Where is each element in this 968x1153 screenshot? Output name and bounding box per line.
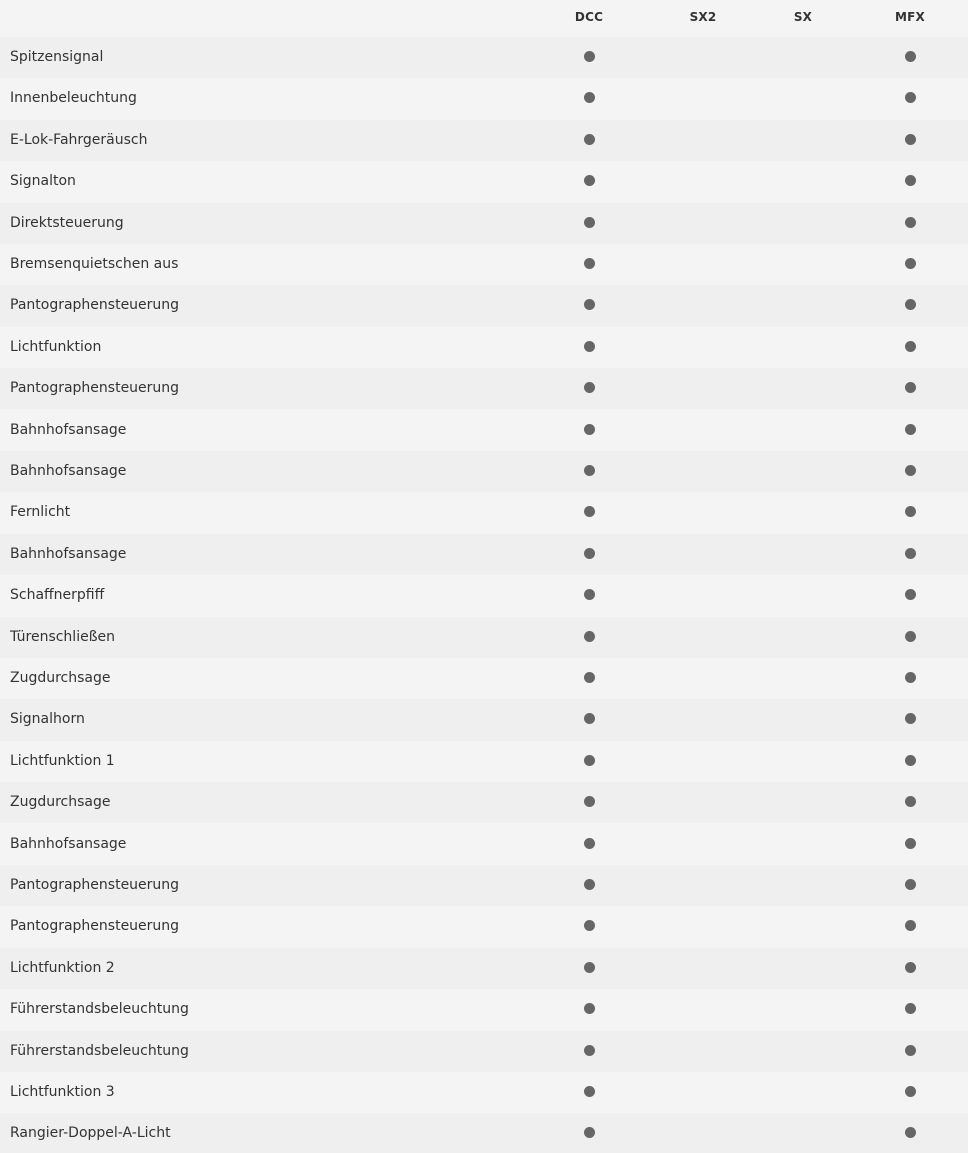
table-row — [0, 1113, 968, 1153]
supported-mfx-icon — [905, 796, 916, 807]
table-row — [0, 1072, 968, 1113]
table-row — [0, 824, 968, 865]
function-label: Türenschließen — [10, 628, 115, 645]
function-label: Bahnhofsansage — [10, 835, 127, 852]
supported-mfx-icon — [905, 879, 916, 890]
supported-mfx-icon — [905, 341, 916, 352]
function-label: E-Lok-Fahrgeräusch — [10, 131, 148, 148]
supported-mfx-icon — [905, 920, 916, 931]
supported-mfx-icon — [905, 962, 916, 973]
supported-dcc-icon — [584, 341, 595, 352]
supported-dcc-icon — [584, 589, 595, 600]
supported-dcc-icon — [584, 258, 595, 269]
column-header-sx: SX — [793, 10, 813, 24]
supported-mfx-icon — [905, 134, 916, 145]
function-label: Führerstandsbeleuchtung — [10, 1042, 189, 1059]
function-label: Direktsteuerung — [10, 214, 124, 231]
supported-mfx-icon — [905, 51, 916, 62]
table-row — [0, 782, 968, 823]
supported-mfx-icon — [905, 382, 916, 393]
function-label: Innenbeleuchtung — [10, 90, 137, 107]
table-header — [0, 0, 968, 37]
function-label: Zugdurchsage — [10, 670, 111, 686]
column-header-mfx: MFX — [895, 10, 925, 24]
table-row — [0, 534, 968, 575]
supported-mfx-icon — [905, 258, 916, 269]
table-row — [0, 989, 968, 1030]
supported-mfx-icon — [905, 1127, 916, 1138]
supported-dcc-icon — [584, 796, 595, 807]
supported-dcc-icon — [584, 506, 595, 517]
function-label: Zugdurchsage — [10, 794, 111, 811]
supported-mfx-icon — [905, 506, 916, 517]
table-row — [0, 120, 968, 161]
table-row — [0, 368, 968, 409]
supported-mfx-icon — [905, 672, 916, 683]
supported-dcc-icon — [584, 672, 595, 683]
table-row — [0, 1031, 968, 1072]
supported-mfx-icon — [905, 713, 916, 724]
supported-dcc-icon — [584, 1086, 595, 1097]
supported-dcc-icon — [584, 713, 595, 724]
supported-mfx-icon — [905, 548, 916, 559]
supported-mfx-icon — [905, 1003, 916, 1014]
table-row — [0, 410, 968, 451]
function-label: Lichtfunktion 3 — [10, 1084, 115, 1100]
supported-dcc-icon — [584, 838, 595, 849]
function-label: Lichtfunktion — [10, 338, 102, 355]
supported-dcc-icon — [584, 962, 595, 973]
function-label: Bahnhofsansage — [10, 421, 127, 438]
function-label: Pantographensteuerung — [10, 380, 180, 397]
table-row — [0, 617, 968, 658]
function-label: Bremsenquietschen aus — [10, 256, 179, 272]
function-label: Pantographensteuerung — [10, 297, 180, 314]
supported-mfx-icon — [905, 175, 916, 186]
table-row — [0, 285, 968, 326]
supported-dcc-icon — [584, 548, 595, 559]
function-label: Signalton — [10, 173, 76, 190]
table-row — [0, 865, 968, 906]
supported-mfx-icon — [905, 838, 916, 849]
supported-mfx-icon — [905, 424, 916, 435]
function-label: Lichtfunktion 2 — [10, 959, 115, 976]
supported-dcc-icon — [584, 465, 595, 476]
supported-dcc-icon — [584, 1045, 595, 1056]
supported-dcc-icon — [584, 92, 595, 103]
supported-dcc-icon — [584, 424, 595, 435]
supported-dcc-icon — [584, 755, 595, 766]
table-row — [0, 492, 968, 533]
supported-dcc-icon — [584, 879, 595, 890]
table-row — [0, 78, 968, 119]
supported-dcc-icon — [584, 382, 595, 393]
table-row — [0, 451, 968, 492]
supported-mfx-icon — [905, 217, 916, 228]
function-label: Führerstandsbeleuchtung — [10, 1001, 189, 1018]
supported-mfx-icon — [905, 755, 916, 766]
table-row — [0, 699, 968, 740]
supported-mfx-icon — [905, 1086, 916, 1097]
supported-mfx-icon — [905, 1045, 916, 1056]
table-row — [0, 741, 968, 782]
table-row — [0, 575, 968, 616]
supported-mfx-icon — [905, 299, 916, 310]
supported-dcc-icon — [584, 217, 595, 228]
function-label: Bahnhofsansage — [10, 545, 127, 562]
function-label: Schaffnerpfiff — [10, 587, 105, 604]
supported-mfx-icon — [905, 589, 916, 600]
supported-dcc-icon — [584, 134, 595, 145]
function-label: Pantographensteuerung — [10, 918, 180, 935]
function-label: Lichtfunktion 1 — [10, 752, 115, 769]
table-row — [0, 658, 968, 699]
supported-dcc-icon — [584, 1003, 595, 1014]
supported-mfx-icon — [905, 631, 916, 642]
table-row — [0, 948, 968, 989]
supported-dcc-icon — [584, 51, 595, 62]
table-row — [0, 161, 968, 202]
table-row — [0, 244, 968, 285]
supported-dcc-icon — [584, 299, 595, 310]
supported-mfx-icon — [905, 465, 916, 476]
supported-dcc-icon — [584, 920, 595, 931]
function-label: Rangier-Doppel-A-Licht — [10, 1125, 171, 1142]
table-row — [0, 327, 968, 368]
supported-dcc-icon — [584, 175, 595, 186]
function-label: Spitzensignal — [10, 49, 104, 65]
supported-dcc-icon — [584, 631, 595, 642]
function-label: Fernlicht — [10, 504, 71, 521]
table-row — [0, 906, 968, 947]
function-label: Signalhorn — [10, 711, 85, 728]
table-row — [0, 203, 968, 244]
table-row — [0, 37, 968, 78]
supported-mfx-icon — [905, 92, 916, 103]
column-header-dcc: DCC — [574, 10, 604, 24]
column-header-sx2: SX2 — [689, 10, 717, 24]
function-label: Pantographensteuerung — [10, 877, 180, 893]
function-label: Bahnhofsansage — [10, 463, 127, 479]
supported-dcc-icon — [584, 1127, 595, 1138]
